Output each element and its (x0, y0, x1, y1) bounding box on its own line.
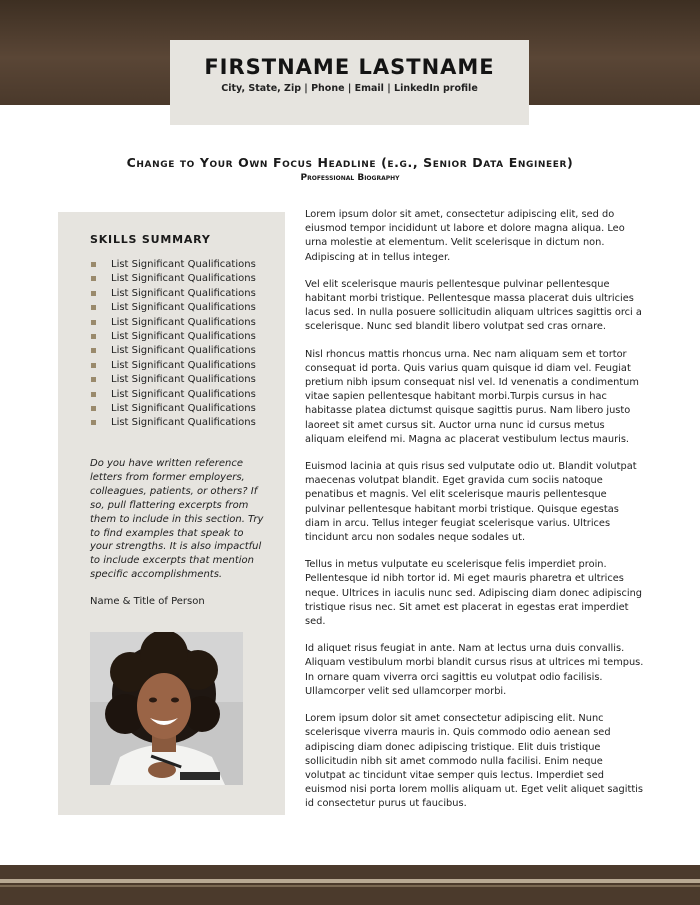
skill-item (90, 272, 256, 286)
skills-list (90, 258, 256, 431)
square-bullet-icon (91, 392, 96, 397)
profile-photo (90, 632, 243, 785)
person-photo-illustration (90, 632, 243, 785)
skill-item (90, 287, 256, 301)
reference-excerpt: Do you have written reference letters from former employers, colleagues, patients, or others? If so, pull flattering excerpts from them to include in this section. Try to find examples that speak to your strengths. It is also impactful to include excerpts that mention specific accomplishments. (90, 458, 264, 581)
document-subtitle: Professional Biography (300, 173, 400, 183)
body-paragraph: Euismod lacinia at quis risus sed vulputate odio ut. Blandit volutpat maecenas volutpat blandit. Eget gravida cum sociis natoque penatibus et magnis. Vel elit scelerisque mauris pellentesque pulvinar pellentesque habitant morbi tristique. Quisque egestas diam in arcu. Tellus integer feugiat scelerisque varius. Ultrices tincidunt arcu non sodales neque sodales ut. (305, 461, 637, 544)
skill-item (90, 330, 256, 344)
body-paragraph: Lorem ipsum dolor sit amet consectetur adipiscing elit. Nunc scelerisque viverra mauris in. Quis commodo odio aenean sed adipiscing diam donec adipiscing tristique. Elit duis tristique sollicitudin nibh sit amet commodo nulla facilisi. Enim neque volutpat ac tincidunt vitae semper quis lectus. Imperdiet sed euismod nisi porta lorem mollis aliquam ut. Eget velit aliquet sagittis id consectetur purus ut faucibus. (305, 713, 643, 810)
skill-item (90, 416, 256, 430)
square-bullet-icon (91, 291, 96, 296)
skill-text: List Significant Qualifications (111, 259, 256, 270)
skill-text: List Significant Qualifications (111, 273, 256, 285)
biography-body (305, 208, 645, 825)
square-bullet-icon (91, 305, 96, 310)
square-bullet-icon (91, 348, 96, 353)
square-bullet-icon (91, 406, 96, 411)
body-paragraph: Lorem ipsum dolor sit amet, consectetur adipiscing elit, sed do eiusmod tempor incididunt ut labore et dolore magna aliqua. Leo urna molestie at elementum. Velit scelerisque in dictum non. Adipiscing at in tellus integer. (305, 209, 625, 263)
square-bullet-icon (91, 320, 96, 325)
footer-band (0, 865, 700, 905)
square-bullet-icon (91, 334, 96, 339)
skill-text: List Significant Qualifications (111, 287, 256, 299)
body-paragraph: Id aliquet risus feugiat in ante. Nam at lectus urna duis convallis. Aliquam vestibulum morbi blandit cursus risus at ultrices mi tempus. In ornare quam viverra orci sagittis eu volutpat odio facilisis. Ullamcorper velit sed ullamcorper morbi. (305, 643, 644, 697)
skill-item (90, 316, 256, 330)
footer-stripe-thin (0, 885, 700, 887)
skills-summary-heading: SKILLS SUMMARY (90, 233, 211, 246)
skill-text: List Significant Qualifications (111, 417, 256, 429)
contact-line: City, State, Zip | Phone | Email | LinkedIn profile (221, 83, 478, 94)
person-name: FIRSTNAME LASTNAME (204, 55, 495, 79)
skill-text: List Significant Qualifications (111, 403, 256, 415)
square-bullet-icon (91, 420, 96, 425)
skill-text: List Significant Qualifications (111, 345, 256, 357)
square-bullet-icon (91, 276, 96, 281)
reference-attribution: Name & Title of Person (90, 596, 205, 607)
name-box (170, 40, 529, 125)
body-paragraph: Vel elit scelerisque mauris pellentesque pulvinar pellentesque habitant morbi tristique. Pellentesque massa placerat duis ultricies lacus sed. In nulla posuere sollicitudin aliquam ultrices sagittis orci a scelerisque. Nunc sed blandit libero volutpat sed cras ornare. (305, 278, 642, 333)
body-paragraph: Tellus in metus vulputate eu scelerisque felis imperdiet proin. Pellentesque id nibh tortor id. Mi eget mauris pharetra et ultrices neque. Ultrices in iaculis nunc sed. Adipiscing diam donec adipiscing tristique risus nec. Sit amet est placerat in egestas erat imperdiet sed. (305, 559, 643, 628)
skill-item (90, 373, 256, 387)
square-bullet-icon (91, 363, 96, 368)
square-bullet-icon (91, 377, 96, 382)
skill-item (90, 301, 256, 315)
skill-text: List Significant Qualifications (111, 374, 256, 386)
skill-item (90, 359, 256, 373)
footer-stripe (0, 879, 700, 883)
skill-item (90, 388, 256, 402)
focus-headline: Change to Your Own Focus Headline (e.g., Senior Data Engineer) (126, 155, 574, 170)
skill-item (90, 258, 256, 272)
square-bullet-icon (91, 262, 96, 267)
body-paragraph: Nisl rhoncus mattis rhoncus urna. Nec nam aliquam sem et tortor consequat id porta. Quis varius quam quisque id diam vel. Feugiat pretium nibh ipsum consequat nisl vel. Id venenatis a condimentum vitae sapien pellentesque habitant morbi.Turpis cursus in hac habitasse platea dictumst quisque sagittis purus. Nam libero justo laoreet sit amet cursus sit. Auctor urna nunc id cursus metus aliquam eleifend mi. Magna ac placerat vestibulum lectus mauris. (305, 348, 639, 445)
skill-text: List Significant Qualifications (111, 331, 256, 343)
skill-text: List Significant Qualifications (111, 388, 256, 400)
skill-item (90, 344, 256, 358)
sidebar-panel (58, 212, 285, 815)
skill-text: List Significant Qualifications (111, 302, 256, 314)
skill-text: List Significant Qualifications (111, 316, 256, 328)
skill-text: List Significant Qualifications (111, 359, 256, 371)
skill-item (90, 402, 256, 416)
